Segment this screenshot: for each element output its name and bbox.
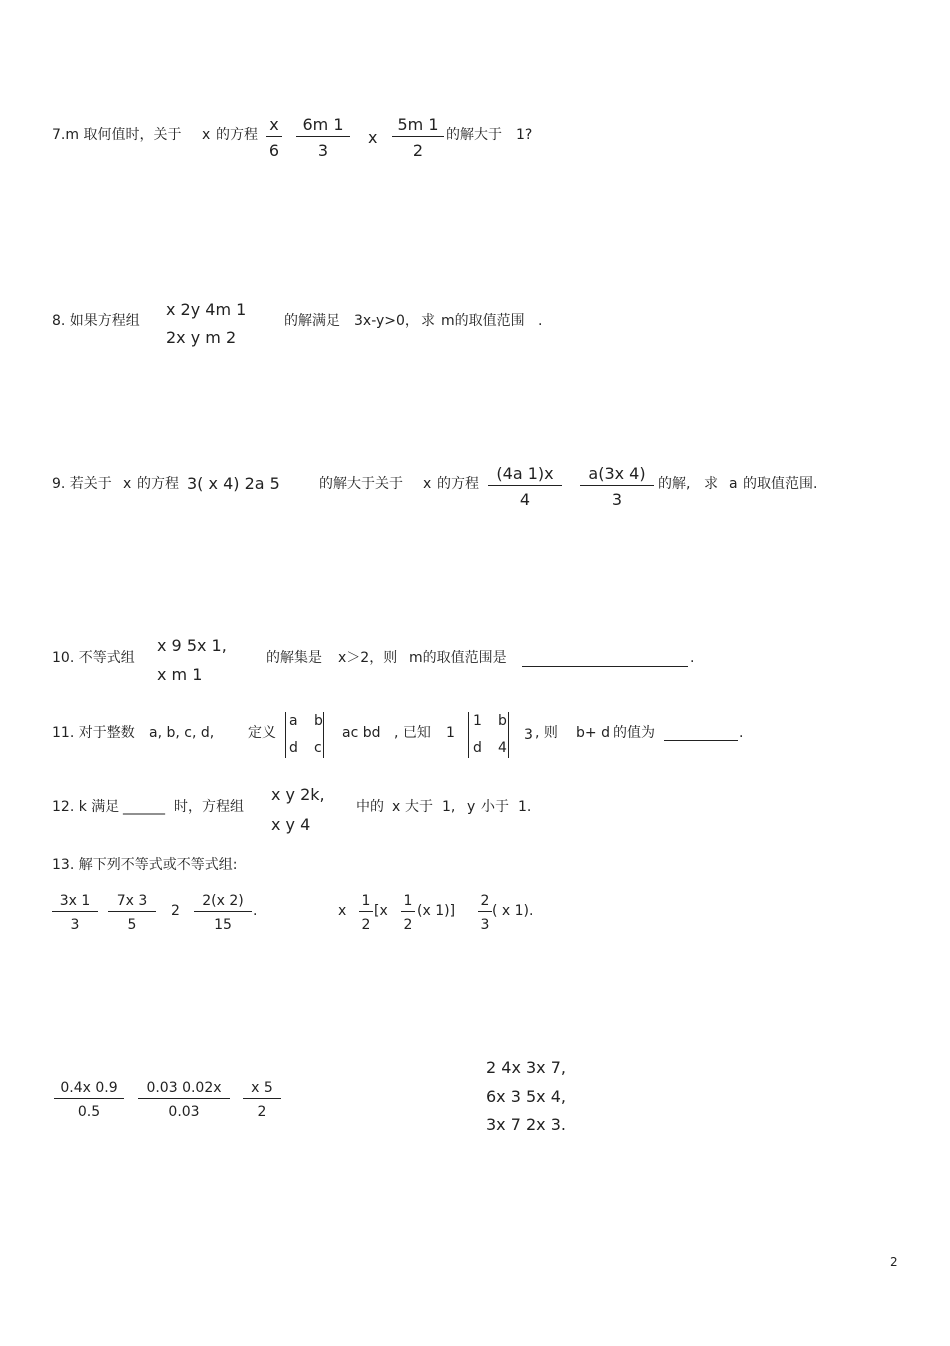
q7-suffix: 的解大于 bbox=[446, 127, 502, 143]
q12-suffix: 中的 bbox=[356, 799, 384, 815]
q8-system-row-2: 2x y m 2 bbox=[166, 328, 237, 347]
page-number: 2 bbox=[890, 1255, 898, 1269]
q13-p1-f1-numerator: 3x 1 bbox=[59, 893, 91, 909]
q10-tail: m的取值范围是 bbox=[409, 650, 507, 666]
q13-p1-f2-numerator: 7x 3 bbox=[116, 893, 148, 909]
q7-f1-numerator: x bbox=[269, 115, 279, 134]
q11-given-d: d bbox=[473, 740, 482, 756]
q13-p3-fraction-1 bbox=[54, 1081, 124, 1119]
q13-p4-row-2: 6x 3 5x 4, bbox=[486, 1087, 566, 1106]
q8-tail-ask: 求 bbox=[421, 313, 435, 329]
q9-fraction-1 bbox=[488, 466, 562, 508]
q12-x: x bbox=[392, 799, 401, 815]
q9-mid2: 的解大于关于 bbox=[319, 476, 403, 492]
q11-det-d: d bbox=[289, 740, 298, 756]
q9-suffix: 的解, bbox=[658, 476, 691, 492]
q13-p2-h1-denominator: 2 bbox=[361, 917, 371, 933]
q13-p1-fraction-3 bbox=[194, 894, 252, 932]
q8-tail-dot: . bbox=[538, 313, 543, 329]
q7-f2-denominator: 3 bbox=[317, 141, 329, 160]
q8-tail-range: m的取值范围 bbox=[441, 313, 525, 329]
q7-mid: 的方程 bbox=[216, 127, 258, 143]
q11-answer-blank[interactable] bbox=[664, 740, 738, 741]
q7-f2-numerator: 6m 1 bbox=[302, 115, 344, 134]
q10-answer-blank[interactable] bbox=[522, 666, 688, 667]
q13-p3-fraction-3 bbox=[243, 1081, 281, 1119]
q11-one: 1 bbox=[446, 725, 455, 741]
q11-define: 定义 bbox=[248, 725, 276, 741]
q12-mid: 时，方程组 bbox=[174, 799, 244, 815]
q7-fraction-1 bbox=[266, 117, 282, 159]
q11-known: , 已知 bbox=[394, 725, 431, 741]
q7-prefix: 7.m 取何值时，关于 bbox=[52, 127, 182, 143]
q11-prefix: 11. 对于整数 bbox=[52, 725, 135, 741]
q7-var-x: x bbox=[202, 127, 211, 143]
q13-p3-fraction-2 bbox=[138, 1081, 230, 1119]
q13-title: 13. 解下列不等式或不等式组: bbox=[52, 857, 238, 873]
q13-p2-inner: (x 1)] bbox=[417, 903, 456, 919]
q11-value: 的值为 bbox=[613, 725, 655, 741]
q9-tail-ask: 求 bbox=[704, 476, 718, 492]
q8-condition: 3x-y>0， bbox=[354, 313, 419, 329]
q11-given-1: 1 bbox=[473, 713, 482, 729]
q13-p3-f3-numerator: x 5 bbox=[251, 1080, 273, 1096]
q7-x2: x bbox=[368, 128, 378, 147]
q12-one-2: 1. bbox=[518, 799, 532, 815]
q12-system-row-2: x y 4 bbox=[271, 815, 311, 834]
q13-p1-fraction-2 bbox=[108, 894, 156, 932]
q13-p2-t-denominator: 3 bbox=[480, 917, 490, 933]
q9-f2-denominator: 3 bbox=[611, 490, 623, 509]
q9-tail-range: 的取值范围. bbox=[743, 476, 818, 492]
q12-y: y bbox=[467, 799, 476, 815]
q12-one-1: 1, bbox=[442, 799, 456, 815]
q9-mid3: 的方程 bbox=[437, 476, 479, 492]
q13-p2-half-1 bbox=[359, 894, 373, 932]
q9-x2: x bbox=[423, 476, 432, 492]
q13-p2-bracket: [x bbox=[374, 903, 388, 919]
q13-p2-x: x bbox=[338, 903, 347, 919]
q11-three: 3 bbox=[524, 727, 533, 743]
q13-p2-tail: ( x 1). bbox=[492, 903, 534, 919]
q11-rhs: ac bd bbox=[342, 725, 381, 741]
q13-p1-two: 2 bbox=[171, 903, 180, 919]
q13-p1-f3-numerator: 2(x 2) bbox=[202, 893, 244, 909]
q9-mid1: 的方程 bbox=[137, 476, 179, 492]
q13-p3-f1-numerator: 0.4x 0.9 bbox=[60, 1080, 118, 1096]
q13-p1-fraction-1 bbox=[52, 894, 98, 932]
q7-one: 1? bbox=[516, 127, 533, 143]
q13-p4-row-1: 2 4x 3x 7, bbox=[486, 1058, 566, 1077]
q11-det-b: b bbox=[314, 713, 323, 729]
q9-f1-numerator: (4a 1)x bbox=[496, 464, 554, 483]
q13-p1-f3-denominator: 15 bbox=[214, 917, 232, 933]
q8-prefix: 8. 如果方程组 bbox=[52, 313, 140, 329]
q13-p3-f1-denominator: 0.5 bbox=[77, 1104, 101, 1120]
q12-lt: 小于 bbox=[481, 799, 509, 815]
q10-system-row-2: x m 1 bbox=[157, 665, 203, 684]
q11-end: . bbox=[739, 725, 744, 741]
q7-fraction-2 bbox=[296, 117, 350, 159]
q13-p1-dot: . bbox=[253, 903, 258, 919]
q10-system-row-1: x 9 5x 1, bbox=[157, 636, 227, 655]
q9-prefix: 9. 若关于 bbox=[52, 476, 112, 492]
q8-suffix: 的解满足 bbox=[284, 313, 340, 329]
q11-det-a: a bbox=[289, 713, 298, 729]
q13-p3-f2-numerator: 0.03 0.02x bbox=[146, 1080, 222, 1096]
q9-f2-numerator: a(3x 4) bbox=[588, 464, 646, 483]
q7-f3-denominator: 2 bbox=[412, 141, 424, 160]
q10-condition: x＞2，则 bbox=[338, 650, 398, 666]
q10-prefix: 10. 不等式组 bbox=[52, 650, 135, 666]
q9-fraction-2 bbox=[580, 466, 654, 508]
q9-equation-1: 3( x 4) 2a 5 bbox=[187, 474, 280, 493]
q11-det-c: c bbox=[314, 740, 322, 756]
q12-blank[interactable]: ______ bbox=[123, 799, 165, 815]
q10-mid: 的解集是 bbox=[266, 650, 322, 666]
q7-fraction-3 bbox=[392, 117, 444, 159]
q9-x1: x bbox=[123, 476, 132, 492]
q7-f1-denominator: 6 bbox=[268, 141, 280, 160]
q9-tail-a: a bbox=[729, 476, 738, 492]
q13-p2-t-numerator: 2 bbox=[480, 893, 490, 909]
q12-system-row-1: x y 2k, bbox=[271, 785, 325, 804]
q13-p2-h2-denominator: 2 bbox=[403, 917, 413, 933]
q13-p3-f3-denominator: 2 bbox=[257, 1104, 267, 1120]
q12-prefix: 12. k 满足 bbox=[52, 799, 120, 815]
q13-p4-row-3: 3x 7 2x 3. bbox=[486, 1115, 566, 1134]
q11-then: , 则 bbox=[535, 725, 558, 741]
q13-p1-f2-denominator: 5 bbox=[127, 917, 137, 933]
q11-expr: b+ d bbox=[576, 725, 610, 741]
q10-end: . bbox=[690, 650, 695, 666]
q13-p2-half-2 bbox=[401, 894, 415, 932]
q11-vars: a, b, c, d, bbox=[149, 725, 215, 741]
q7-f3-numerator: 5m 1 bbox=[397, 115, 439, 134]
q13-p2-h2-numerator: 1 bbox=[403, 893, 413, 909]
q9-f1-denominator: 4 bbox=[519, 490, 531, 509]
q13-p2-h1-numerator: 1 bbox=[361, 893, 371, 909]
q13-p1-f1-denominator: 3 bbox=[70, 917, 80, 933]
q13-p3-f2-denominator: 0.03 bbox=[168, 1104, 200, 1120]
q13-p2-two-thirds bbox=[478, 894, 492, 932]
q11-given-b: b bbox=[498, 713, 507, 729]
q12-gt: 大于 bbox=[405, 799, 433, 815]
q11-given-4: 4 bbox=[498, 740, 507, 756]
q8-system-row-1: x 2y 4m 1 bbox=[166, 300, 247, 319]
